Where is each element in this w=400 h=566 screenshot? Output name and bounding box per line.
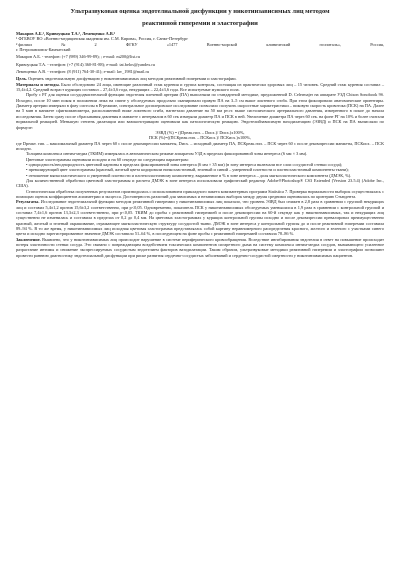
method-paragraph-4: Толщина комплекса интим-медиа (ТКИМ) измерялась в автоматическом режиме аппаратом УЗД в пределах фиксированной зоны интереса (6 мм × 3 мм). bbox=[26, 151, 308, 157]
affil-part: «1477 bbox=[166, 41, 178, 47]
goal-text: Оценить эндотелиальную дисфункцию у никотинзависимых лиц методом реактивной гиперемии и эластографии. bbox=[27, 76, 237, 82]
elastogram-criteria-list bbox=[16, 162, 384, 178]
affil-part: ² филиал bbox=[16, 41, 32, 47]
affiliation-1: ¹ ФГБВОУ ВО «Военно-медицинская академия им. С.М. Кирова», Россия, г. Санкт-Петербург bbox=[16, 36, 189, 42]
contact-2: Кривоуцкая Т.А. - телефон: (+7 (914) 360-81-88); e-mail: tat.belos@yandex.ru bbox=[16, 61, 155, 67]
formula-ezvd: ЭЗВД (%) = ((Dреак.гип. – Dисх.)/ Dисх.)х100%, bbox=[155, 129, 245, 135]
results-label: Результаты. bbox=[16, 199, 40, 205]
method-paragraph-6: Для количественной обработки цветовой эластограммы и расчета ДМЭК в зоне интереса использовали графический редактор Adobe®Photoshop® CS3 Extended (Version 23.5.4) (Adobe Inc., США). bbox=[16, 177, 384, 189]
affil-part: клинический bbox=[266, 41, 291, 47]
affil-part: № bbox=[61, 41, 66, 47]
results-paragraph bbox=[16, 199, 384, 236]
methods-label: Материалы и методы. bbox=[16, 81, 60, 87]
conclusion-text: Выявлено, что у никотинзависимых лиц происходит нарушение в системе периферического кровообращения. Вследствие ингибирования эндотелия в ответ на повышение происходит потеря эластичности стенки сосуда. Это связано с повреждающим воздействием токсических компонентов сигаретного дыма на систему комплекса интим-медиа сосудов, вызывающего усиленное разрастание интимы и снижение экспрессируемых сосудистым эндотелием факторов вазодилатации. Таким образом, ультразвуковые методики реактивной гиперемии и эластографии позволяют провести раннюю диагностику эндотелиальной дисфункции при риске развития сердечно-сосудистых заболеваний и сердечно-сосудистой смертности у никотинзависимых пациентов. bbox=[16, 236, 384, 258]
title-line-2: реактивной гиперемии и эластографии bbox=[142, 20, 258, 27]
authors: Макаров А.Б.¹, Кривоуцкая Т.А.², Лемещенко А.В.³ bbox=[16, 31, 116, 36]
affil-part: Россия, bbox=[370, 41, 384, 47]
conclusion-paragraph bbox=[16, 237, 384, 258]
list-item: • превалирующий цвет эластограммы (красный, желтый цвета кодировали низкоэластичный, зеленый и синий – умеренной плотности и плотноэластичный компоненты ткани); bbox=[26, 167, 349, 173]
affiliation-2-cont: г. Петропавловск-Камчатский bbox=[16, 47, 71, 53]
method-paragraph-3: где Dреакт. гип. – максимальный диаметр ПА через 60 с после декомпрессии манжеты, Dисх. – исходный диаметр ПА, ПСКреак.гип. – ПСК через 60 с после декомпрессии манжеты, ПСКисх. – ПСК исходно. bbox=[16, 140, 384, 151]
method-paragraph-2: Пробу с РГ для оценки сосудодвигательной функции эндотелия плечевой артерии (ПА) выполняли по стандартной методике, предложенной D. Celermajer на аппарате УЗД Chison Sonobook 9б. Исходно, после 10 мин покоя в положении лежа на спине у обследуемых продольно сканировали правую ПА на 3–5 см выше локтевого сгиба. При этом фиксировали анатомические ориентиры. Диаметр артерии измеряли в фазу систолы в В-режиме, спектральное допплеровское исследование позволило получить скоростные характеристики – пиковую скорость кровотока (ПСК) на ПА. Далее на 5 мин в манжете сфигмоманометра, расположенной ниже локтевого сгиба, нагнетали давление на 50 мм рт.ст. выше систолического артериального давления, измеренного в покое до начала исследования. Затем сразу после сбрасывания давления в манжете с интервалом в 60 сек измеряли диаметр ПА и ПСК в ней. Увеличение диаметра ПА через 60 сек. на фоне РГ на 10% и более считали нормальной реакцией. Меньшую степень дилатации или вазоконстрикцию оценивали как патологическую реакцию. Эндотелийзависимую вазодилатацию (ЭЗВД) и ПСК на ПА вычисляли по формуле: bbox=[16, 92, 384, 130]
results-text: Исследование эндотелиальной функции методом реактивной гиперемии у никотинзависимых лиц показало, что уровень ЭЗВД был снижен в 2,8 раза в сравнении с группой некурящих лиц и составил 5,4±1,2 против 15,6±3,2 соответственно, при p<0,05. Одновременно, показатель ПСК у никотинзависимых обследуемых уменьшился в 1,9 раза в сравнении с контрольной группой и составил 7,4±1,6 против 13,3±2,3 соответственно, при p<0,05. ТКИМ до пробы с реактивной гиперемией и после декомпрессии на 60-й секунде как у никотинзависимых, так и некурящих лиц существенно не изменилась и составила в пределах от 0,2 до 0,4 мм. На цветовых эластограммах у курящих контрольной группы исходно и после декомпрессии превалировал преимущественно красный, желтый и зеленый окрашивание, отражающее мягкоэластическую структуру сосудистой ткани. ДМЭК в зоне интереса у контрольной группы до и после реактивной гиперемии составила 89–94 %. В то же время, у никотинзависимых лиц исходная цветовая эластограмма представлялась собой картину неравномерного распределения красного, желтого и зеленого с участками синего цвета и исходно зарегистрированное значение ДМЭК составило 51–64 %, в последующем на фоне пробы с реактивной гиперемией составила 78–86 %. bbox=[16, 199, 384, 237]
method-paragraph-5: Цветовые эластограммы оценивали исходно и на 60 секунде по следующим параметрам: bbox=[26, 156, 189, 162]
affil-part: Военно-морской bbox=[206, 41, 238, 47]
affil-part: 2 bbox=[94, 41, 97, 47]
method-paragraph-7: Статистическая обработка полученных результатов производилась с использованием прикладного пакета компьютерных программ Statistica 7. Проверка нормальности выборок осуществлялась с помощью оценок коэффициентов асимметрии и эксцесса. Достоверность различий для зависимых и независимых выборок между двумя средними оценивалась по критерию Стьюдента. bbox=[16, 188, 384, 199]
formula-psk: ПСК (%)=((ПСКреак.гип. – ПСКисх.)/ ПСКисх.)х100%, bbox=[148, 135, 252, 141]
conclusion-label: Заключение. bbox=[16, 236, 41, 242]
article-title bbox=[16, 6, 384, 30]
title-line-1: Ультразвуковая оценка эндотелиальной дисфункции у никотинзависимых лиц методом bbox=[70, 8, 330, 15]
affil-part: ФГКУ bbox=[125, 41, 138, 47]
methods-text: Было обследовано 24 лица, имеющие различный стаж курения и группа контроля, состоящая из практически здоровых лиц – 15 человек. Средний стаж курения составил – 15,4±4,2. Средний возраст курящих составил – 27,4±3,6 года, некурящих – 22,4±3,6 года. Все испытуемые мужского пола. bbox=[16, 81, 384, 93]
list-item: • отношение мягкоэластического и умеренной плотности и плотноэластичному компоненту, выраженное в % в зоне интереса – доля мягкоэластического компонента (ДМЭК, %). bbox=[26, 172, 352, 178]
list-item: • однородность/неоднородность цветовой картины в пределах фиксированной зоны интереса (6 мм × 35 мм) (в зону интереса включали все слои сосудистой стенки сосуда); bbox=[26, 161, 343, 167]
goal-label: Цель. bbox=[16, 76, 28, 82]
methods-paragraph bbox=[16, 82, 384, 93]
affil-part: госпиталь», bbox=[319, 41, 342, 47]
contact-3: Лемещенко А.В. - телефон: (8 (911) 764-30-41); e-mail: lav_1981@mail.ru bbox=[16, 69, 150, 75]
contact-1: Макаров А.Б. - телефон: (+7 (989) 346-99-89); ; e-mail: m200@list.ru bbox=[16, 54, 140, 60]
